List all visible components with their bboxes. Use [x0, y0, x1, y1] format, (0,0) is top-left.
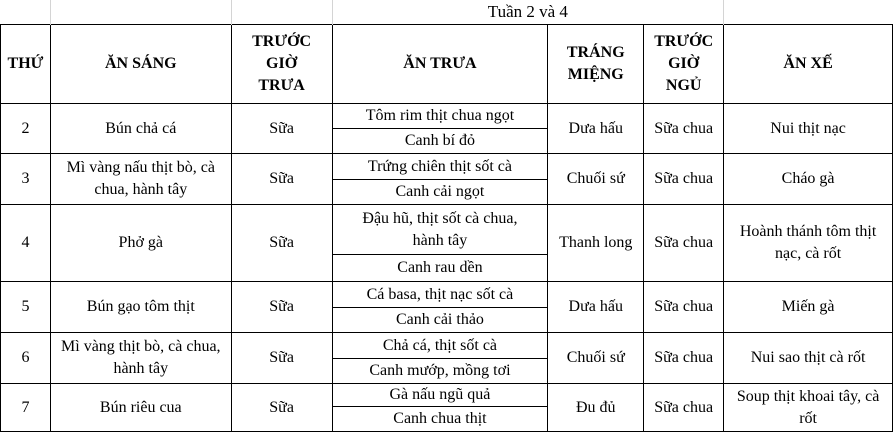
- lunch-dish: Đậu hũ, thịt sốt cà chua, hành tây: [362, 209, 518, 249]
- lunch-dish: Canh cải ngọt: [333, 179, 548, 204]
- dessert-cell: Thanh long: [548, 205, 644, 282]
- day-cell: 4: [1, 205, 51, 282]
- afternoon-cell: Nui sao thịt cà rốt: [724, 333, 893, 384]
- lunch-dish: Canh chua thịt: [333, 406, 548, 431]
- dessert-cell: Đu đủ: [548, 384, 644, 432]
- lunch-cell: [332, 333, 548, 384]
- before-bed-cell: Sữa chua: [644, 333, 724, 384]
- table-row: [1, 333, 893, 384]
- lunch-dish: Canh cải thảo: [333, 307, 548, 332]
- lunch-cell: [332, 104, 548, 154]
- header-row: [1, 25, 893, 104]
- breakfast-cell: Phở gà: [50, 205, 231, 282]
- breakfast-cell: Mì vàng thịt bò, cà chua, hành tây: [50, 333, 231, 384]
- lunch-dish: Gà nấu ngũ quả: [389, 386, 491, 403]
- afternoon-cell: Hoành thánh tôm thịt nạc, cà rốt: [724, 205, 893, 282]
- lunch-cell: [332, 154, 548, 205]
- header-before-bed: TRƯỚC GIỜ NGỦ: [644, 25, 724, 104]
- breakfast-cell: Bún gạo tôm thịt: [50, 282, 231, 333]
- before-bed-cell: Sữa chua: [644, 154, 724, 205]
- day-cell: 2: [1, 104, 51, 154]
- lunch-cell: [332, 384, 548, 432]
- day-cell: 6: [1, 333, 51, 384]
- dessert-cell: Chuối sứ: [548, 333, 644, 384]
- before-lunch-cell: Sữa: [231, 205, 332, 282]
- breakfast-cell: Mì vàng nấu thịt bò, cà chua, hành tây: [50, 154, 231, 205]
- lunch-dish: Canh rau dền: [333, 254, 548, 281]
- header-breakfast: ĂN SÁNG: [50, 25, 231, 104]
- afternoon-cell: Cháo gà: [724, 154, 893, 205]
- day-cell: 7: [1, 384, 51, 432]
- lunch-dish: Cá basa, thịt nạc sốt cà: [366, 285, 514, 303]
- day-cell: 3: [1, 154, 51, 205]
- lunch-dish: Chả cá, thịt sốt cà: [382, 336, 498, 354]
- before-bed-cell: Sữa chua: [644, 104, 724, 154]
- lunch-cell: [332, 205, 548, 282]
- day-cell: 5: [1, 282, 51, 333]
- breakfast-cell: Bún riêu cua: [50, 384, 231, 432]
- before-bed-cell: Sữa chua: [644, 282, 724, 333]
- breakfast-cell: Bún chả cá: [50, 104, 231, 154]
- afternoon-cell: Nui thịt nạc: [724, 104, 893, 154]
- header-lunch: ĂN TRƯA: [332, 25, 548, 104]
- header-dessert: TRÁNG MIỆNG: [548, 25, 644, 104]
- afternoon-cell: Soup thịt khoai tây, cà rốt: [724, 384, 893, 432]
- before-lunch-cell: Sữa: [231, 384, 332, 432]
- lunch-cell: [332, 282, 548, 333]
- lunch-dish: Tôm rim thịt chua ngọt: [365, 107, 515, 124]
- table-row: [1, 282, 893, 333]
- header-before-lunch: TRƯỚC GIỜ TRƯA: [231, 25, 332, 104]
- dessert-cell: Chuối sứ: [548, 154, 644, 205]
- table-row: [1, 205, 893, 282]
- table-row: [1, 154, 893, 205]
- menu-rows: [1, 104, 893, 432]
- header-afternoon: ĂN XẾ: [724, 25, 893, 104]
- dessert-cell: Dưa hấu: [548, 104, 644, 154]
- table-row: [1, 104, 893, 154]
- before-lunch-cell: Sữa: [231, 282, 332, 333]
- before-bed-cell: Sữa chua: [644, 205, 724, 282]
- before-lunch-cell: Sữa: [231, 333, 332, 384]
- lunch-dish: Canh mướp, mồng tơi: [333, 358, 548, 383]
- afternoon-cell: Miến gà: [724, 282, 893, 333]
- table-row: [1, 384, 893, 432]
- before-lunch-cell: Sữa: [231, 104, 332, 154]
- title-row: [1, 0, 893, 25]
- before-bed-cell: Sữa chua: [644, 384, 724, 432]
- dessert-cell: Dưa hấu: [548, 282, 644, 333]
- lunch-dish: Canh bí đỏ: [333, 128, 548, 153]
- page-title: Tuần 2 và 4: [332, 0, 724, 25]
- before-lunch-cell: Sữa: [231, 154, 332, 205]
- header-day: THỨ: [1, 25, 51, 104]
- lunch-dish: Trứng chiên thịt sốt cà: [367, 157, 512, 175]
